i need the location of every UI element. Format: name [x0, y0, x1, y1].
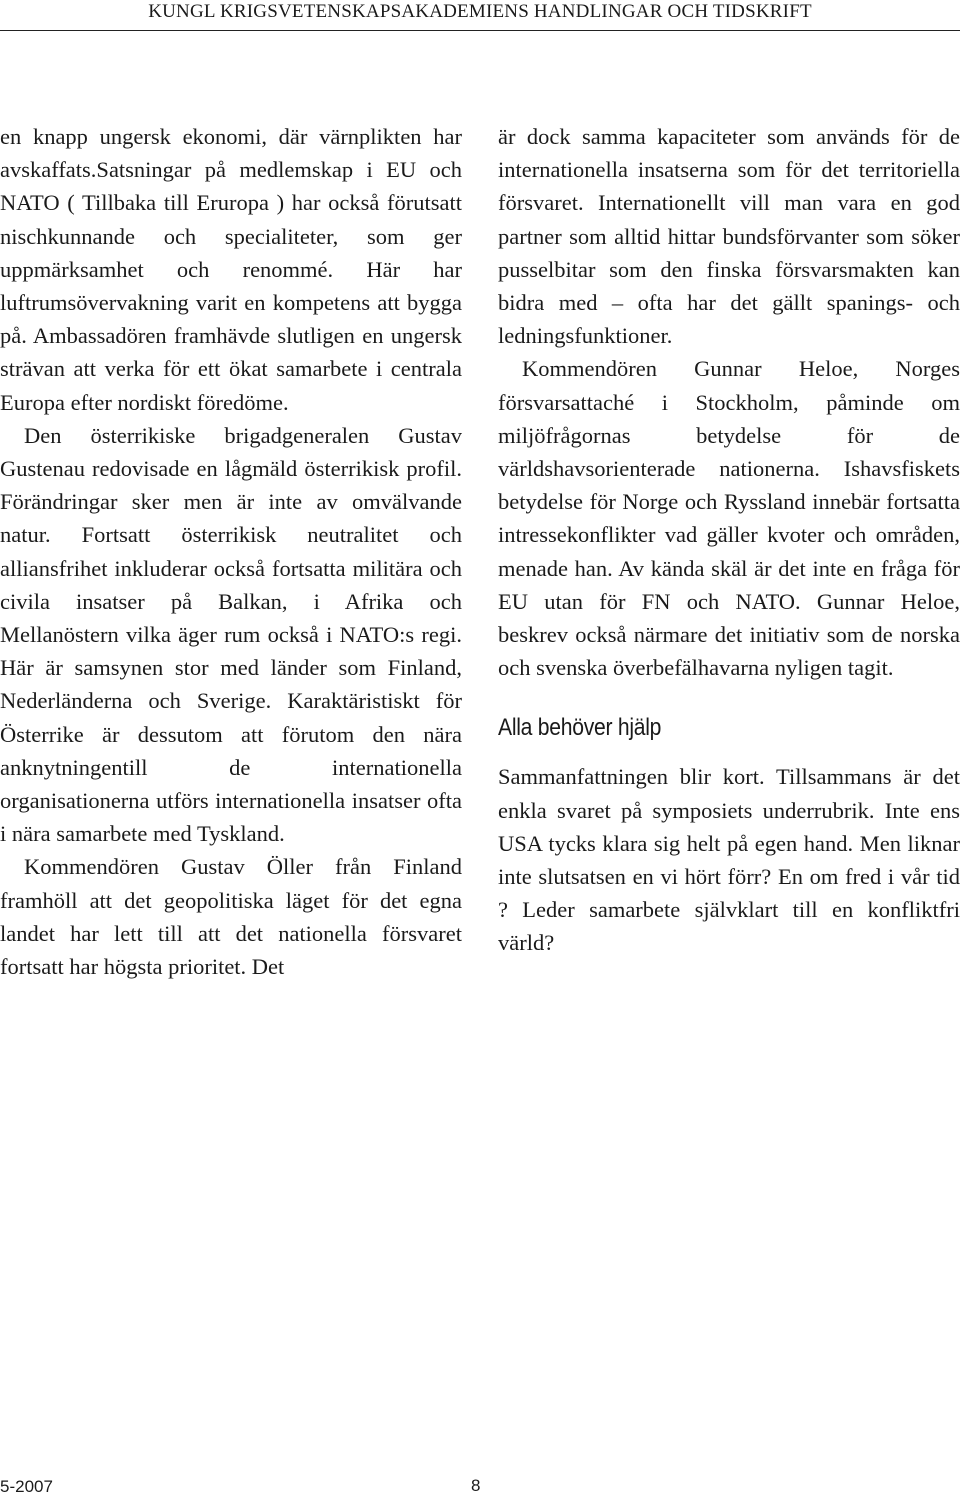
paragraph-summary: Sammanfattningen blir kort. Tillsammans är det enkla svaret på symposiets underrubrik. Inte ens USA tycks klara sig helt på egen hand. Men liknar inte slutsatsen en vi hört förr? En om fred i vår tid ? Leder samarbete självklart till en konfliktfri värld?: [498, 764, 960, 956]
paragraph-finland-continued: är dock samma kapaciteter som används för de internationella insatserna som för det territoriella försvaret. Internationellt vill man vara en god partner som alltid hittar bundsförvanter som söker pusselbitar som den finska försvarsmakten kan bidra med – ofta har det gällt spanings- och ledningsfunktioner.: [498, 124, 960, 349]
section-subheading: Alla behöver hjälp: [498, 714, 662, 742]
left-column: [0, 120, 462, 983]
paragraph-norway: Kommendören Gunnar Heloe, Norges försvarsattaché i Stockholm, påminde om miljöfrågornas betydelse för de världshavsorienterade nationerna. Ishavsfiskets betydelse för Norge och Ryssland innebär fortsatta intressekonflikter vad gäller kvoter och områden, menade han. Av kända skäl är det inte en fråga för EU utan för FN och NATO. Gunnar Heloe, beskrev också närmare det initiativ som de norska och svenska överbefälhavarna nyligen tagit.: [498, 356, 960, 681]
header-divider: [0, 30, 960, 31]
issue-number: 5-2007: [0, 1477, 53, 1496]
page-number: 8: [471, 1476, 481, 1495]
paragraph-austria: Den österrikiske brigadgeneralen Gustav Gustenau redovisade en lågmäld österrikisk profil. Förändringar sker men är inte av omvälvande natur. Fortsatt österrikisk neutralitet och alliansfrihet inkluderar också fortsatta militära och civila insatser på Balkan, i Afrika och Mellanöstern vilka äger rum också i NATO:s regi. Här är samsynen stor med länder som Finland, Nederländerna och Sverige. Karaktäristiskt för Österrike är dessutom att förutom den nära anknytningentill de internationella organisationerna utförs internationella insatser ofta i nära samarbete med Tyskland.: [0, 422, 462, 847]
paragraph-hungary: en knapp ungersk ekonomi, där värnplikten har avskaffats.Satsningar på medlemskap i EU och NATO ( Tillbaka till Eruropa ) har också förutsatt nischkunnande och specialiteter, som ger uppmärksamhet och renommé. Här har luftrumsövervakning varit en kompetens att bygga på. Ambassadören framhävde slutligen en ungersk strävan att verka för ett ökat samarbete i centrala Europa efter nordiskt föredöme.: [0, 124, 462, 415]
right-column: [498, 120, 960, 960]
paragraph-finland: Kommendören Gustav Öller från Finland framhöll att det geopolitiska läget för det egna landet har lett till att det nationella försvaret fortsatt har högsta prioritet. Det: [0, 854, 462, 980]
running-header: KUNGL KRIGSVETENSKAPSAKADEMIENS HANDLINGAR OCH TIDSKRIFT: [148, 1, 812, 22]
